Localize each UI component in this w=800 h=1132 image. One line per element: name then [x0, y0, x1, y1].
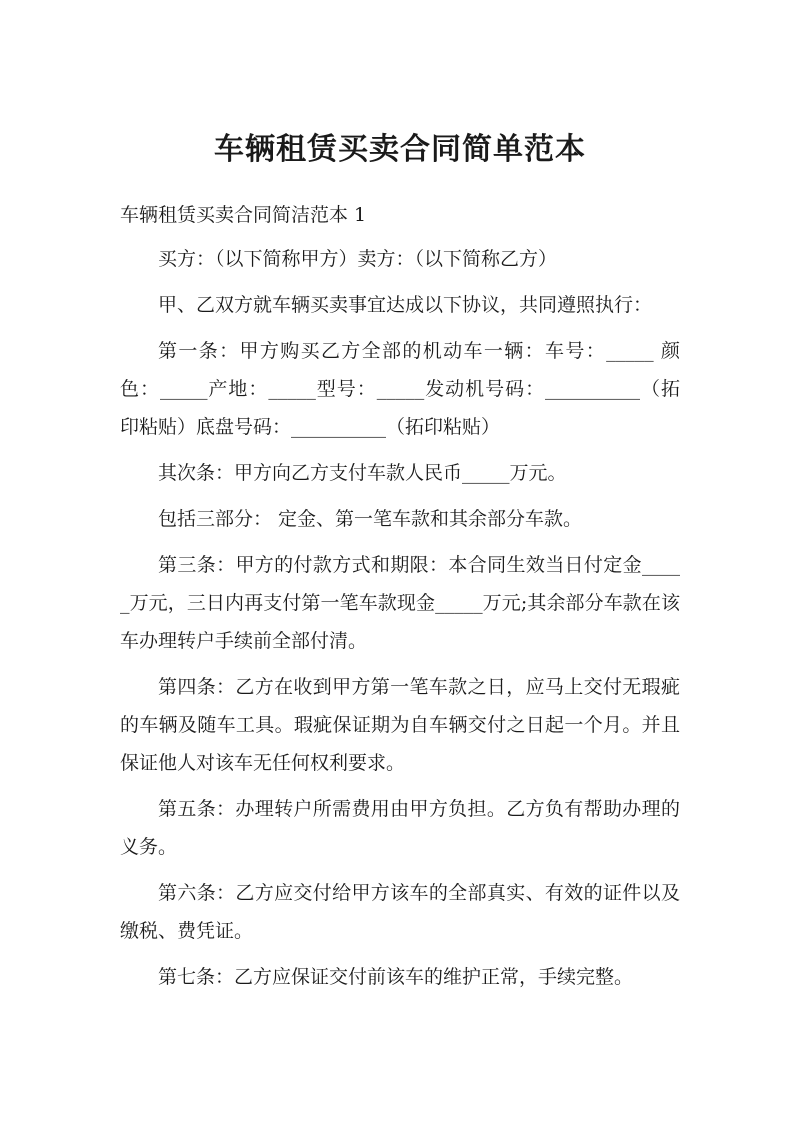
paragraph-article-4: 第四条：乙方在收到甲方第一笔车款之日，应马上交付无瑕疵的车辆及随车工具。瑕疵保证期为自车辆交付之日起一个月。并且保证他人对该车无任何权利要求。: [120, 676, 680, 774]
paragraph-article-7: 第七条：乙方应保证交付前该车的维护正常，手续完整。: [158, 966, 634, 988]
document-subtitle: 车辆租赁买卖合同简洁范本 1: [120, 204, 367, 226]
paragraph-parties: 买方：（以下简称甲方）卖方：（以下简称乙方）: [158, 248, 558, 270]
paragraph-payment-parts: 包括三部分： 定金、第一笔车款和其余部分车款。: [158, 508, 583, 530]
paragraph-article-1: 第一条：甲方购买乙方全部的机动车一辆：车号：_____ 颜色：_____产地：_____型号：_____发动机号码：__________（拓印粘贴）底盘号码：__________（拓印粘贴）: [120, 340, 680, 438]
document-title: 车辆租赁买卖合同简单范本: [214, 132, 586, 167]
paragraph-article-5: 第五条：办理转户所需费用由甲方负担。乙方负有帮助办理的义务。: [120, 798, 680, 858]
paragraph-agreement: 甲、乙双方就车辆买卖事宜达成以下协议，共同遵照执行：: [158, 294, 653, 316]
paragraph-article-6: 第六条：乙方应交付给甲方该车的全部真实、有效的证件以及缴税、费凭证。: [120, 882, 680, 942]
paragraph-article-3: 第三条：甲方的付款方式和期限：本合同生效当日付定金_____万元，三日内再支付第一笔车款现金_____万元;其余部分车款在该车办理转户手续前全部付清。: [120, 554, 680, 652]
paragraph-article-2: 其次条：甲方向乙方支付车款人民币_____万元。: [158, 462, 567, 484]
document-body: [120, 196, 680, 1004]
